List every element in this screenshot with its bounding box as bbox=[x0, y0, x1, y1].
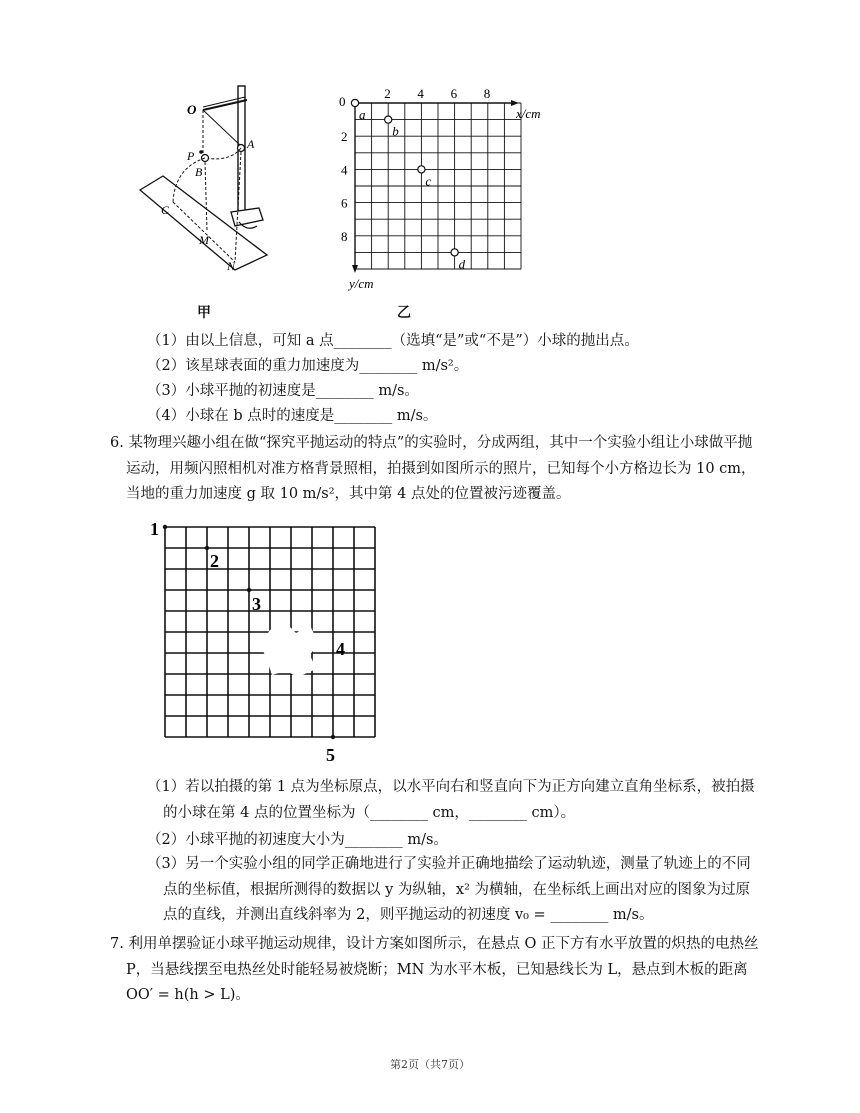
figure-jia-caption: 甲 bbox=[197, 305, 211, 321]
q6-item-2: （2）小球平抛的初速度大小为________ m/s。 bbox=[147, 832, 448, 848]
photo-label-5: 5 bbox=[326, 745, 335, 765]
label-C: C bbox=[161, 203, 170, 217]
photo-label-3: 3 bbox=[252, 594, 261, 614]
label-M: M bbox=[199, 233, 209, 247]
photo-label-1: 1 bbox=[150, 519, 159, 539]
y-tick-label: 4 bbox=[341, 162, 348, 178]
x-tick-label: 6 bbox=[450, 86, 458, 101]
x-axis-label: x/cm bbox=[516, 106, 541, 121]
x-tick-label: 8 bbox=[483, 86, 491, 101]
figure-yi-grid bbox=[333, 85, 558, 295]
y-tick-label: 6 bbox=[341, 195, 348, 211]
photo-point-5 bbox=[331, 735, 335, 739]
x-tick-label: 2 bbox=[384, 86, 391, 101]
photo-point-1 bbox=[163, 525, 167, 529]
q6-item-1: （1）若以拍摄的第 1 点为坐标原点，以水平向右和竖直向下为正方向建立直角坐标系，被拍摄的小球在第 4 点的位置坐标为（________ cm，________ cm）。 bbox=[147, 779, 755, 821]
figure-jia-apparatus bbox=[135, 80, 285, 280]
trajectory-point-c bbox=[418, 166, 425, 173]
q5-item-1: （1）由以上信息，可知 a 点________（选填“是”或“不是”）小球的抛出点。 bbox=[147, 333, 639, 349]
trajectory-point-label-a: a bbox=[359, 107, 366, 122]
label-B: B bbox=[195, 165, 203, 179]
q5-item-3: （3）小球平抛的初速度是________ m/s。 bbox=[147, 383, 419, 399]
figure-yi-caption: 乙 bbox=[397, 305, 411, 321]
label-N: N bbox=[227, 259, 236, 273]
photo-label-2: 2 bbox=[210, 551, 219, 571]
origin-label: 0 bbox=[339, 94, 346, 109]
y-tick-label: 2 bbox=[341, 129, 348, 145]
label-A: A bbox=[247, 137, 255, 151]
trajectory-point-label-d: d bbox=[458, 256, 466, 272]
page-footer: 第2页（共7页） bbox=[390, 1058, 470, 1071]
trajectory-point-label-b: b bbox=[392, 123, 399, 139]
q5-item-2: （2）该星球表面的重力加速度为________ m/s²。 bbox=[147, 358, 469, 374]
photo-point-2 bbox=[205, 546, 209, 550]
label-O: O bbox=[187, 102, 197, 117]
x-tick-label: 4 bbox=[417, 86, 424, 101]
photo-point-3 bbox=[247, 588, 251, 592]
trajectory-point-b bbox=[385, 116, 392, 123]
q5-item-4: （4）小球在 b 点时的速度是________ m/s。 bbox=[147, 408, 438, 424]
trajectory-point-label-c: c bbox=[425, 173, 432, 189]
photo-label-4: 4 bbox=[336, 639, 345, 659]
q7-stem: 7. 利用单摆验证小球平抛运动规律，设计方案如图所示，在悬点 O 正下方有水平放置的炽热的电热丝 P，当悬线摆至电热丝处时能轻易被烧断；MN 为水平木板，已知悬线长为 L，悬点到木板的距离 OO′ = h(h > L)。 bbox=[110, 936, 759, 1003]
smudge-area bbox=[260, 623, 318, 677]
trajectory-point-d bbox=[451, 249, 458, 256]
q6-stem: 6. 某物理兴趣小组在做“探究平抛运动的特点”的实验时，分成两组，其中一个实验小组让小球做平抛运动，用频闪照相机对准方格背景照相，拍摄到如图所示的照片，已知每个小方格边长为 10 cm，当地的重力加速度 g 取 10 m/s²，其中第 4 点处的位置被污迹覆盖。 bbox=[110, 435, 756, 502]
figure-q6-photo-grid bbox=[140, 515, 385, 770]
y-tick-label: 8 bbox=[341, 228, 348, 244]
q6-item-3: （3）另一个实验小组的同学正确地进行了实验并正确地描绘了运动轨迹，测量了轨迹上的不同点的坐标值，根据所测得的数据以 y 为纵轴，x² 为横轴，在坐标纸上画出对应的图象为过原点的直线，并测出直线斜率为 2，则平抛运动的初速度 v₀ = ________ m/s。 bbox=[147, 856, 751, 923]
y-axis-label: y/cm bbox=[349, 276, 374, 291]
label-P: P bbox=[187, 149, 195, 163]
trajectory-point-a bbox=[351, 99, 358, 106]
